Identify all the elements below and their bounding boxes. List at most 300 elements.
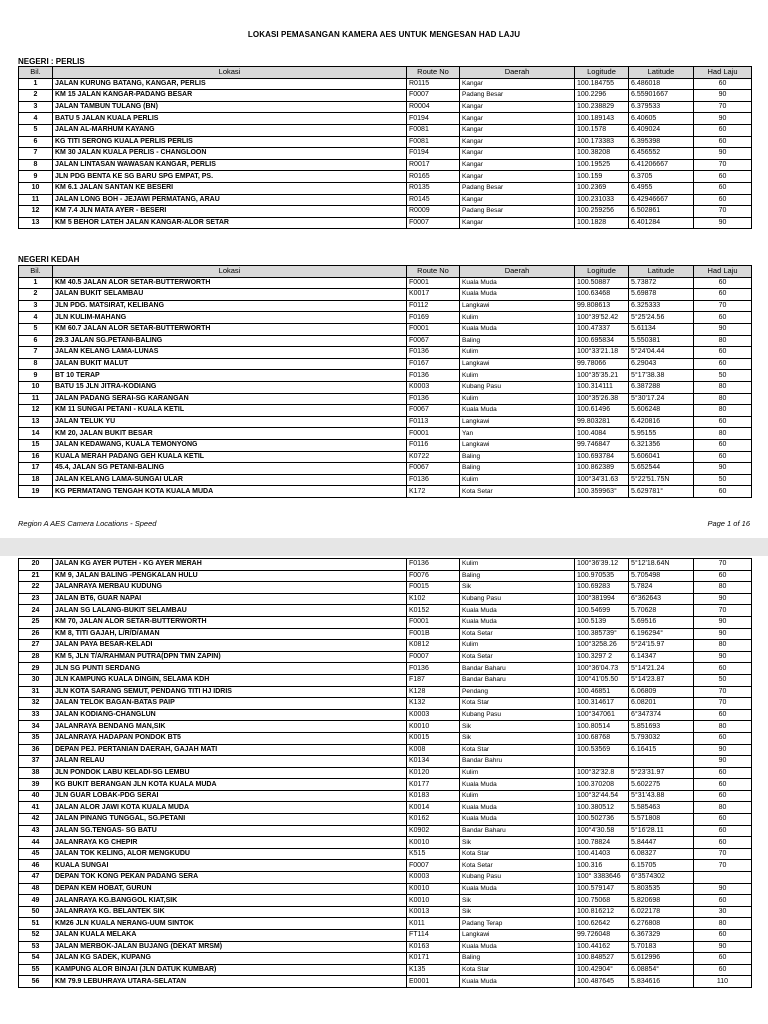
speed-limit-cell: 90 xyxy=(694,883,752,895)
daerah-cell: Kuala Muda xyxy=(460,616,575,628)
route-cell: E0001 xyxy=(407,976,460,988)
table-row xyxy=(19,206,752,218)
bil-cell: 6 xyxy=(19,136,53,148)
longitude-cell: 99.726048 xyxy=(575,930,629,942)
kedah-camera-table-page1 xyxy=(18,265,752,498)
longitude-cell: 100.862389 xyxy=(575,463,629,475)
bil-cell: 25 xyxy=(19,616,53,628)
table-row xyxy=(19,837,752,849)
table-row xyxy=(19,463,752,475)
latitude-cell: 5.612996 xyxy=(629,953,694,965)
daerah-cell: Kuala Muda xyxy=(460,779,575,791)
latitude-cell: 5.585463 xyxy=(629,802,694,814)
longitude-cell: 100.238829 xyxy=(575,101,629,113)
speed-limit-cell: 60 xyxy=(694,358,752,370)
speed-limit-cell: 80 xyxy=(694,802,752,814)
longitude-cell: 100.4084 xyxy=(575,428,629,440)
latitude-cell: 6°347374 xyxy=(629,709,694,721)
longitude-cell: 100°4'30.58 xyxy=(575,825,629,837)
route-cell: K0003 xyxy=(407,709,460,721)
route-cell: F0112 xyxy=(407,300,460,312)
longitude-cell: 100.69283 xyxy=(575,582,629,594)
latitude-cell: 6.16415 xyxy=(629,744,694,756)
longitude-cell: 100.970535 xyxy=(575,570,629,582)
bil-cell: 26 xyxy=(19,628,53,640)
latitude-cell: 5°16'28.11 xyxy=(629,825,694,837)
lokasi-cell: JALANRAYA KG.BANGGOL KIAT,SIK xyxy=(53,895,407,907)
speed-limit-cell: 60 xyxy=(694,663,752,675)
daerah-cell: Kota Star xyxy=(460,964,575,976)
lokasi-cell: KG BUKIT BERANGAN JLN KOTA KUALA MUDA xyxy=(53,779,407,791)
longitude-cell: 100°39'52.42 xyxy=(575,312,629,324)
route-cell: F0167 xyxy=(407,358,460,370)
speed-limit-cell: 60 xyxy=(694,486,752,498)
table-row xyxy=(19,976,752,988)
table-row xyxy=(19,802,752,814)
speed-limit-cell: 90 xyxy=(694,323,752,335)
longitude-cell: 100.259256 xyxy=(575,206,629,218)
speed-limit-cell: 70 xyxy=(694,101,752,113)
bil-cell: 32 xyxy=(19,698,53,710)
lokasi-cell: KM 30 JALAN KUALA PERLIS - CHANGLOON xyxy=(53,148,407,160)
speed-limit-cell: 60 xyxy=(694,790,752,802)
daerah-cell: Sik xyxy=(460,721,575,733)
lokasi-cell: JALANRAYA HADAPAN PONDOK BT5 xyxy=(53,732,407,744)
longitude-cell: 100.41403 xyxy=(575,848,629,860)
lokasi-cell: JALAN TELUK YU xyxy=(53,416,407,428)
table-row xyxy=(19,486,752,498)
route-cell: F0194 xyxy=(407,113,460,125)
route-cell: F0015 xyxy=(407,582,460,594)
daerah-cell: Kangar xyxy=(460,78,575,90)
daerah-cell: Yan xyxy=(460,428,575,440)
lokasi-cell: JALAN TELOK BAGAN-BATAS PAIP xyxy=(53,698,407,710)
longitude-cell: 100.184755 xyxy=(575,78,629,90)
speed-limit-cell: 90 xyxy=(694,90,752,102)
longitude-cell: 100°35'26.38 xyxy=(575,393,629,405)
lokasi-cell: KM26 JLN KUALA NERANG-UUM SINTOK xyxy=(53,918,407,930)
bil-cell: 31 xyxy=(19,686,53,698)
table-row xyxy=(19,953,752,965)
latitude-cell: 6.41206667 xyxy=(629,159,694,171)
daerah-cell: Kuala Muda xyxy=(460,405,575,417)
table-row xyxy=(19,582,752,594)
kedah-header-daerah: Daerah xyxy=(460,266,575,278)
table-row xyxy=(19,474,752,486)
lokasi-cell: KM 6.1 JALAN SANTAN KE BESERI xyxy=(53,182,407,194)
table-row xyxy=(19,605,752,617)
table-row xyxy=(19,744,752,756)
bil-cell: 36 xyxy=(19,744,53,756)
speed-limit-cell: 80 xyxy=(694,381,752,393)
bil-cell: 15 xyxy=(19,439,53,451)
table-row xyxy=(19,814,752,826)
table-row xyxy=(19,559,752,571)
latitude-cell: 5.820698 xyxy=(629,895,694,907)
longitude-cell: 100.314617 xyxy=(575,698,629,710)
bil-cell: 46 xyxy=(19,860,53,872)
table-row xyxy=(19,756,752,768)
latitude-cell: 5.793032 xyxy=(629,732,694,744)
bil-cell: 24 xyxy=(19,605,53,617)
latitude-cell: 6.29043 xyxy=(629,358,694,370)
longitude-cell xyxy=(575,756,629,768)
lokasi-cell: 45.4, JALAN SG PETANI-BALING xyxy=(53,463,407,475)
route-cell: K0134 xyxy=(407,756,460,768)
lokasi-cell: JLN GUAR LOBAK-PDG SERAI xyxy=(53,790,407,802)
table-row xyxy=(19,171,752,183)
longitude-cell: 100.1828 xyxy=(575,217,629,229)
table-row xyxy=(19,300,752,312)
daerah-cell: Kulim xyxy=(460,767,575,779)
route-cell: K0171 xyxy=(407,953,460,965)
longitude-cell: 100.50887 xyxy=(575,277,629,289)
route-cell: K0003 xyxy=(407,872,460,884)
longitude-cell: 100.2296 xyxy=(575,90,629,102)
latitude-cell: 5.95155 xyxy=(629,428,694,440)
longitude-cell: 100.38208 xyxy=(575,148,629,160)
latitude-cell: 6.276808 xyxy=(629,918,694,930)
table-row xyxy=(19,416,752,428)
lokasi-cell: JALAN BUKIT SELAMBAU xyxy=(53,289,407,301)
lokasi-cell: KUALA MERAH PADANG GEH KUALA KETIL xyxy=(53,451,407,463)
daerah-cell: Kangar xyxy=(460,113,575,125)
daerah-cell: Baling xyxy=(460,463,575,475)
perlis-header-longitude: Logitude xyxy=(575,67,629,79)
bil-cell: 48 xyxy=(19,883,53,895)
daerah-cell: Sik xyxy=(460,906,575,918)
speed-limit-cell: 60 xyxy=(694,779,752,791)
longitude-cell: 100.47337 xyxy=(575,323,629,335)
route-cell: K0152 xyxy=(407,605,460,617)
speed-limit-cell: 80 xyxy=(694,721,752,733)
perlis-header-latitude: Latitude xyxy=(629,67,694,79)
perlis-header-route: Route No xyxy=(407,67,460,79)
route-cell: F0136 xyxy=(407,474,460,486)
lokasi-cell: JALAN KODIANG-CHANGLUN xyxy=(53,709,407,721)
section-label-kedah: NEGERI KEDAH xyxy=(18,255,80,264)
lokasi-cell: JALAN SG.TENGAS- SG BATU xyxy=(53,825,407,837)
route-cell: F0136 xyxy=(407,663,460,675)
longitude-cell: 100.385739° xyxy=(575,628,629,640)
route-cell: R0017 xyxy=(407,159,460,171)
daerah-cell: Sik xyxy=(460,732,575,744)
speed-limit-cell: 70 xyxy=(694,559,752,571)
longitude-cell: 100.316 xyxy=(575,860,629,872)
latitude-cell: 5°24'04.44 xyxy=(629,347,694,359)
latitude-cell: 5.69878 xyxy=(629,289,694,301)
longitude-cell: 100.1578 xyxy=(575,124,629,136)
daerah-cell: Kangar xyxy=(460,136,575,148)
route-cell: F0007 xyxy=(407,217,460,229)
route-cell: K0010 xyxy=(407,721,460,733)
route-cell: F0001 xyxy=(407,428,460,440)
bil-cell: 8 xyxy=(19,358,53,370)
daerah-cell: Kangar xyxy=(460,124,575,136)
daerah-cell: Padang Terap xyxy=(460,918,575,930)
route-cell: F0001 xyxy=(407,277,460,289)
longitude-cell: 100.5139 xyxy=(575,616,629,628)
latitude-cell: 6.14347 xyxy=(629,651,694,663)
bil-cell: 41 xyxy=(19,802,53,814)
lokasi-cell: JALANRAYA KG. BELANTEK SIK xyxy=(53,906,407,918)
route-cell: K0010 xyxy=(407,883,460,895)
table-row xyxy=(19,848,752,860)
speed-limit-cell: 70 xyxy=(694,686,752,698)
longitude-cell: 100°3258.26 xyxy=(575,640,629,652)
speed-limit-cell: 80 xyxy=(694,640,752,652)
latitude-cell: 6.08327 xyxy=(629,848,694,860)
daerah-cell: Kangar xyxy=(460,217,575,229)
table-row xyxy=(19,124,752,136)
longitude-cell: 100.314111 xyxy=(575,381,629,393)
bil-cell: 8 xyxy=(19,159,53,171)
page-break xyxy=(0,538,768,556)
longitude-cell: 100.80514 xyxy=(575,721,629,733)
longitude-cell: 99.746847 xyxy=(575,439,629,451)
table-row xyxy=(19,628,752,640)
speed-limit-cell: 60 xyxy=(694,416,752,428)
lokasi-cell: JLN KOTA SARANG SEMUT, PENDANG TITI HJ IDRIS xyxy=(53,686,407,698)
lokasi-cell: DEPAN PEJ. PERTANIAN DAERAH, GAJAH MATI xyxy=(53,744,407,756)
daerah-cell: Kuala Muda xyxy=(460,976,575,988)
bil-cell: 9 xyxy=(19,370,53,382)
speed-limit-cell: 60 xyxy=(694,570,752,582)
lokasi-cell: JALAN LINTASAN WAWASAN KANGAR, PERLIS xyxy=(53,159,407,171)
longitude-cell: 100.173383 xyxy=(575,136,629,148)
latitude-cell: 5°22'51.75N xyxy=(629,474,694,486)
longitude-cell: 100°32'44.54 xyxy=(575,790,629,802)
table-row xyxy=(19,616,752,628)
route-cell: K0014 xyxy=(407,802,460,814)
speed-limit-cell: 90 xyxy=(694,616,752,628)
bil-cell: 50 xyxy=(19,906,53,918)
table-row xyxy=(19,136,752,148)
route-cell: K515 xyxy=(407,848,460,860)
speed-limit-cell: 60 xyxy=(694,277,752,289)
table-row xyxy=(19,428,752,440)
bil-cell: 42 xyxy=(19,814,53,826)
bil-cell: 11 xyxy=(19,393,53,405)
bil-cell: 7 xyxy=(19,347,53,359)
table-row xyxy=(19,289,752,301)
latitude-cell: 5.61134 xyxy=(629,323,694,335)
latitude-cell: 5°24'15.97 xyxy=(629,640,694,652)
daerah-cell: Kulim xyxy=(460,559,575,571)
bil-cell: 13 xyxy=(19,416,53,428)
latitude-cell: 5°14'21.24 xyxy=(629,663,694,675)
latitude-cell: 5.550381 xyxy=(629,335,694,347)
speed-limit-cell: 60 xyxy=(694,964,752,976)
bil-cell: 5 xyxy=(19,124,53,136)
bil-cell: 45 xyxy=(19,848,53,860)
bil-cell: 11 xyxy=(19,194,53,206)
route-cell: F0007 xyxy=(407,90,460,102)
lokasi-cell: JALAN ALOR JAWI KOTA KUALA MUDA xyxy=(53,802,407,814)
speed-limit-cell: 50 xyxy=(694,674,752,686)
document-title: LOKASI PEMASANGAN KAMERA AES UNTUK MENGESAN HAD LAJU xyxy=(247,30,521,39)
lokasi-cell: DEPAN KEM HOBAT, GURUN xyxy=(53,883,407,895)
lokasi-cell: KG TITI SERONG KUALA PERLIS PERLIS xyxy=(53,136,407,148)
daerah-cell: Kangar xyxy=(460,171,575,183)
speed-limit-cell: 90 xyxy=(694,628,752,640)
longitude-cell: 100.54699 xyxy=(575,605,629,617)
speed-limit-cell: 110 xyxy=(694,976,752,988)
table-row xyxy=(19,78,752,90)
bil-cell: 10 xyxy=(19,182,53,194)
lokasi-cell: KAMPUNG ALOR BINJAI (JLN DATUK KUMBAR) xyxy=(53,964,407,976)
lokasi-cell: JLN PDG BENTA KE SG BARU SPG EMPAT, PS. xyxy=(53,171,407,183)
speed-limit-cell: 60 xyxy=(694,767,752,779)
longitude-cell: 100.75068 xyxy=(575,895,629,907)
speed-limit-cell: 90 xyxy=(694,217,752,229)
bil-cell: 55 xyxy=(19,964,53,976)
perlis-table-header xyxy=(19,67,752,79)
bil-cell: 2 xyxy=(19,289,53,301)
route-cell: FT114 xyxy=(407,930,460,942)
route-cell: F0067 xyxy=(407,335,460,347)
route-cell: F0113 xyxy=(407,416,460,428)
bil-cell: 43 xyxy=(19,825,53,837)
latitude-cell: 5.705498 xyxy=(629,570,694,582)
latitude-cell: 6°3574302 xyxy=(629,872,694,884)
longitude-cell: 100.502736 xyxy=(575,814,629,826)
speed-limit-cell: 90 xyxy=(694,148,752,160)
bil-cell: 38 xyxy=(19,767,53,779)
latitude-cell: 5.803535 xyxy=(629,883,694,895)
bil-cell: 1 xyxy=(19,78,53,90)
latitude-cell: 5.606248 xyxy=(629,405,694,417)
bil-cell: 18 xyxy=(19,474,53,486)
lokasi-cell: JALAN TAMBUN TULANG (BN) xyxy=(53,101,407,113)
lokasi-cell: JALANRAYA KG CHEPIR xyxy=(53,837,407,849)
latitude-cell: 6.325333 xyxy=(629,300,694,312)
latitude-cell: 5.69516 xyxy=(629,616,694,628)
lokasi-cell: KUALA SUNGAI xyxy=(53,860,407,872)
route-cell: R0115 xyxy=(407,78,460,90)
speed-limit-cell: 60 xyxy=(694,182,752,194)
bil-cell: 33 xyxy=(19,709,53,721)
longitude-cell: 100°35'35.21 xyxy=(575,370,629,382)
kedah-header-speed-limit: Had Laju xyxy=(694,266,752,278)
lokasi-cell: JALANRAYA BENDANG MAN,SIK xyxy=(53,721,407,733)
latitude-cell: 5°31'43.88 xyxy=(629,790,694,802)
daerah-cell: Baling xyxy=(460,451,575,463)
longitude-cell: 100.78824 xyxy=(575,837,629,849)
bil-cell: 29 xyxy=(19,663,53,675)
latitude-cell: 5°30'17.24 xyxy=(629,393,694,405)
bil-cell: 56 xyxy=(19,976,53,988)
latitude-cell: 6.486018 xyxy=(629,78,694,90)
lokasi-cell: JLN PDG. MATSIRAT, KELIBANG xyxy=(53,300,407,312)
longitude-cell: 100°41'05.50 xyxy=(575,674,629,686)
table-row xyxy=(19,930,752,942)
daerah-cell: Langkawi xyxy=(460,416,575,428)
daerah-cell: Kota Setar xyxy=(460,486,575,498)
longitude-cell: 100.231033 xyxy=(575,194,629,206)
daerah-cell: Bandar Baharu xyxy=(460,663,575,675)
speed-limit-cell: 60 xyxy=(694,78,752,90)
route-cell: K0177 xyxy=(407,779,460,791)
daerah-cell: Kuala Muda xyxy=(460,941,575,953)
lokasi-cell: DEPAN TOK KONG PEKAN PADANG SERA xyxy=(53,872,407,884)
longitude-cell: 100.159 xyxy=(575,171,629,183)
lokasi-cell: JALAN RELAU xyxy=(53,756,407,768)
table-row xyxy=(19,593,752,605)
kedah-header-latitude: Latitude xyxy=(629,266,694,278)
speed-limit-cell: 50 xyxy=(694,370,752,382)
bil-cell: 23 xyxy=(19,593,53,605)
longitude-cell: 100.61496 xyxy=(575,405,629,417)
longitude-cell: 100.46851 xyxy=(575,686,629,698)
speed-limit-cell: 60 xyxy=(694,709,752,721)
latitude-cell: 6.3705 xyxy=(629,171,694,183)
speed-limit-cell: 70 xyxy=(694,206,752,218)
daerah-cell: Kulim xyxy=(460,640,575,652)
bil-cell: 13 xyxy=(19,217,53,229)
longitude-cell: 100°381994 xyxy=(575,593,629,605)
route-cell: R0165 xyxy=(407,171,460,183)
daerah-cell: Langkawi xyxy=(460,930,575,942)
daerah-cell: Kuala Muda xyxy=(460,883,575,895)
speed-limit-cell: 60 xyxy=(694,814,752,826)
bil-cell: 47 xyxy=(19,872,53,884)
lokasi-cell: KM 20, JALAN BUKIT BESAR xyxy=(53,428,407,440)
daerah-cell: Kuala Muda xyxy=(460,289,575,301)
lokasi-cell: KM 79.9 LEBUHRAYA UTARA-SELATAN xyxy=(53,976,407,988)
table-row xyxy=(19,895,752,907)
table-row xyxy=(19,194,752,206)
daerah-cell: Kulim xyxy=(460,474,575,486)
lokasi-cell: JLN KAMPUNG KUALA DINGIN, SELAMA KDH xyxy=(53,674,407,686)
route-cell: F0067 xyxy=(407,463,460,475)
route-cell: K0722 xyxy=(407,451,460,463)
bil-cell: 2 xyxy=(19,90,53,102)
table-row xyxy=(19,872,752,884)
daerah-cell: Kota Star xyxy=(460,698,575,710)
bil-cell: 54 xyxy=(19,953,53,965)
longitude-cell: 100° 3383646 xyxy=(575,872,629,884)
bil-cell: 35 xyxy=(19,732,53,744)
speed-limit-cell xyxy=(694,872,752,884)
speed-limit-cell: 60 xyxy=(694,439,752,451)
speed-limit-cell: 80 xyxy=(694,335,752,347)
lokasi-cell: KM 15 JALAN KANGAR-PADANG BESAR xyxy=(53,90,407,102)
latitude-cell: 6.387288 xyxy=(629,381,694,393)
lokasi-cell: KM 40.5 JALAN ALOR SETAR-BUTTERWORTH xyxy=(53,277,407,289)
lokasi-cell: JALAN KUALA MELAKA xyxy=(53,930,407,942)
bil-cell: 52 xyxy=(19,930,53,942)
route-cell: K0902 xyxy=(407,825,460,837)
route-cell: K008 xyxy=(407,744,460,756)
bil-cell: 9 xyxy=(19,171,53,183)
table-row xyxy=(19,941,752,953)
speed-limit-cell: 60 xyxy=(694,930,752,942)
perlis-header-daerah: Daerah xyxy=(460,67,575,79)
daerah-cell: Kuala Muda xyxy=(460,277,575,289)
table-row xyxy=(19,159,752,171)
kedah-header-longitude: Logitude xyxy=(575,266,629,278)
lokasi-cell: JALAN BT6, GUAR NAPAI xyxy=(53,593,407,605)
daerah-cell: Kulim xyxy=(460,790,575,802)
bil-cell: 49 xyxy=(19,895,53,907)
bil-cell: 4 xyxy=(19,113,53,125)
latitude-cell: 6.395398 xyxy=(629,136,694,148)
bil-cell: 3 xyxy=(19,101,53,113)
speed-limit-cell: 60 xyxy=(694,347,752,359)
route-cell: F0169 xyxy=(407,312,460,324)
table-row xyxy=(19,101,752,113)
